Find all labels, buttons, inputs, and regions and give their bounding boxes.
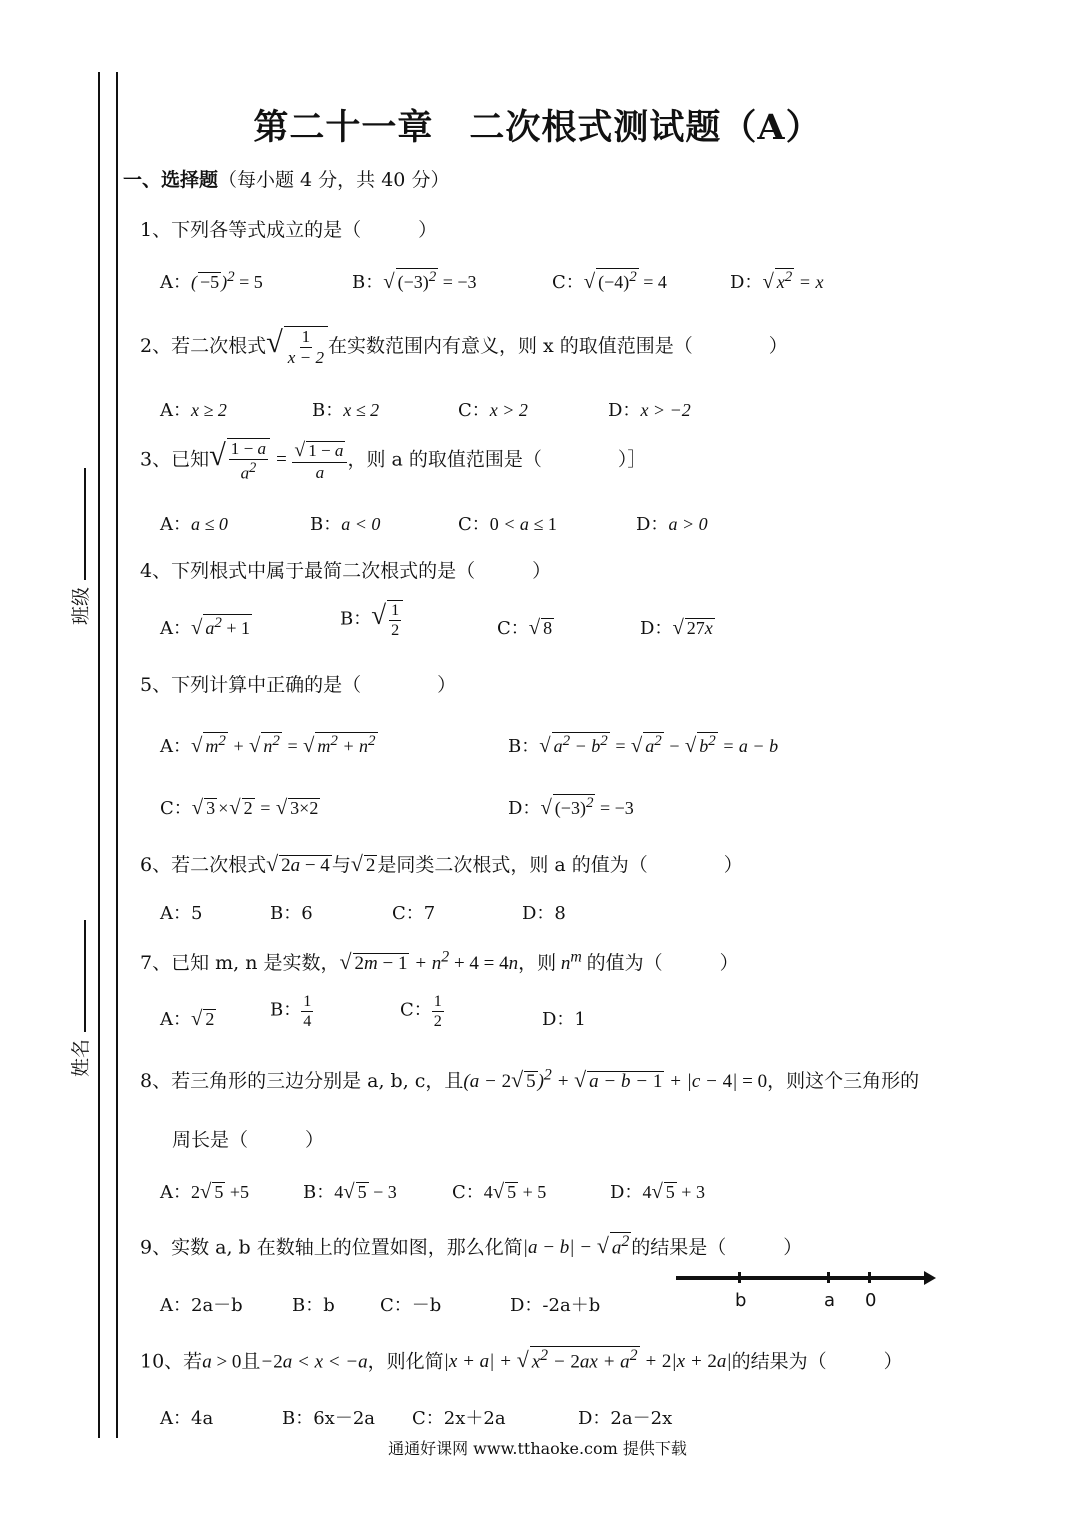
margin-line-inner [116,72,118,1438]
q6-option-d: D：8 [522,903,566,924]
q6-prefix: 6、若二次根式 [140,854,267,876]
q3-option-a: A：a ≤ 0 [160,514,228,535]
q6-option-c: C：7 [392,903,436,924]
q5-option-b: B：√ $a^2 - b^2$ = √ $a^2$ − √ $b^2 = a - b$ [508,733,779,757]
question-5: 5、下列计算中正确的是（ ） [140,674,457,696]
question-1: 1、下列各等式成立的是（ ） [140,219,438,241]
q3-prefix: 3、已知 [140,448,210,471]
q5-option-d: D：√ $(-3)^2 = -3$ [508,795,634,819]
q7-option-b: B： $\frac{1}{4}$ [270,992,312,1030]
q7-prefix: 7、已知 m, n 是实数， [140,952,340,974]
q7-mid: ，则 [518,952,557,974]
tick-0 [868,1272,871,1283]
q3-option-d: D：a > 0 [636,514,708,535]
q2-option-c: C：x > 2 [458,400,528,421]
question-9: 9、实数 a, b 在数轴上的位置如图，那么化简|a − b| − √ $a^2$ 的结果是（ ） [140,1233,803,1259]
label-0: 0 [865,1290,877,1311]
q1-option-b: B：√ $(-3)^2 = -3$ [352,269,477,293]
q10-suffix: 的结果为（ ） [731,1350,903,1373]
question-2: 2、若二次根式√ $\frac{1}{x - 2}$ 在实数范围内有意义，则 x 的取值范围是（ ） [140,325,788,368]
q8-prefix: 8、若三角形的三边分别是 a, b, c，且 [140,1070,464,1092]
q1-option-a: A：( −5 )$^2$ = 5 [160,269,263,293]
section-heading [123,165,449,192]
question-10: 10、若a > 0且−2a < x < −a，则化简|x + a| + √ $x^2 - 2ax + a^2 + 2|x + 2a|$的结果为（ ） [140,1347,903,1373]
q4-option-a: A：√ $a^2 + 1$ [160,615,251,639]
number-line-arrow-icon [924,1271,936,1285]
class-underline [84,468,86,580]
class-label: 班级 [70,586,92,625]
q8-option-a: A：2√ 5 +5 [160,1181,250,1203]
q10-mid1: 且 [241,1350,261,1373]
q2-option-d: D：x > −2 [608,400,691,421]
label-a: a [824,1290,836,1311]
q7-option-a: A：√ 2 [160,1008,215,1030]
q7-option-d: D：1 [542,1009,586,1030]
q3-option-b: B：a < 0 [310,514,381,535]
q6-option-b: B：6 [270,903,313,924]
question-7: 7、已知 m, n 是实数，√ $2m - 1 + n^2 + 4 = 4n$，则 $n^m$ 的值为（ ） [140,948,739,974]
q9-suffix: 的结果是（ ） [631,1236,803,1259]
margin-line-outer [98,72,100,1438]
q5-option-c: C：√ 3 ×√ 2 = √ 3×2 [160,797,319,819]
tick-b [738,1272,741,1283]
q2-option-b: B：x ≤ 2 [312,400,380,421]
q4-option-b: B：√ $\frac{1}{2}$ [340,600,403,639]
name-underline [84,920,86,1032]
q2-option-a: A：x ≥ 2 [160,400,227,421]
q1-option-c: C：√ $(-4)^2 = 4$ [552,269,667,293]
page-title: 第二十一章 二次根式测试题（A） [253,107,822,148]
q8-suffix: ，则这个三角形的 [767,1070,920,1092]
q10-option-b: B：6x－2a [282,1408,376,1429]
number-line [676,1276,928,1280]
q2-suffix: 在实数范围内有意义，则 x 的取值范围是（ ） [328,335,788,357]
q6-suffix: 是同类二次根式，则 a 的值为（ ） [377,854,743,876]
footer-text: 通通好课网 www.tthaoke.com 提供下载 [388,1439,687,1458]
q10-mid2: ，则化简 [367,1350,444,1373]
q3-option-c: C：0 < a ≤ 1 [458,514,557,535]
q6-mid: 与 [331,854,351,876]
q3-suffix: ，则 a 的取值范围是（ ）］ [347,448,647,471]
question-8-line2: 周长是（ ） [172,1129,325,1151]
question-6: 6、若二次根式√ 2a − 4 与√ 2 是同类二次根式，则 a 的值为（ ） [140,852,743,876]
q1-option-d: D：√ $x^2 = x$ [730,269,824,293]
q10-option-c: C：2x＋2a [412,1408,506,1429]
q10-option-a: A：4a [160,1408,214,1429]
name-label: 姓名 [70,1038,92,1077]
q9-option-a: A：2a－b [160,1295,243,1316]
q8-option-d: D：4√ 5 + 3 [610,1181,705,1203]
q7-option-c: C： $\frac{1}{2}$ [400,992,442,1030]
tick-a [827,1272,830,1283]
q2-prefix: 2、若二次根式 [140,335,267,357]
q8-option-c: C：4√ 5 + 5 [452,1181,547,1203]
q4-option-c: C：√ 8 [497,617,553,639]
question-3: 3、已知√ $\frac{1 - a}{a^2}$ = $\frac{√ 1 - a}{a}$ ，则 a 的取值范围是（ ）］ [140,438,647,483]
section-heading-text: 一、选择题 [123,169,219,191]
q10-option-d: D：2a－2x [578,1408,673,1429]
q9-option-c: C：－b [380,1295,442,1316]
q7-suffix: 的值为（ ） [586,952,739,974]
question-4: 4、下列根式中属于最简二次根式的是（ ） [140,560,552,582]
label-b: b [735,1290,747,1311]
q9-option-d: D：-2a＋b [510,1295,601,1316]
q4-option-d: D：√ 27x [640,617,713,639]
q9-option-b: B：b [292,1295,335,1316]
q8-option-b: B：4√ 5 − 3 [303,1181,397,1203]
q9-prefix: 9、实数 a, b 在数轴上的位置如图，那么化简 [140,1236,523,1259]
section-note: （每小题 4 分，共 40 分） [218,169,450,191]
q5-option-a: A：√ $m^2$ + √ $n^2$ = √ $m^2 + n^2$ [160,733,376,757]
q10-prefix: 10、若 [140,1350,203,1373]
question-8: 8、若三角形的三边分别是 a, b, c，且(a − 2√ 5 )$^2$ + √ a − b − 1 + |c − 4| = 0，则这个三角形的 [140,1066,920,1092]
q6-option-a: A：5 [160,903,203,924]
